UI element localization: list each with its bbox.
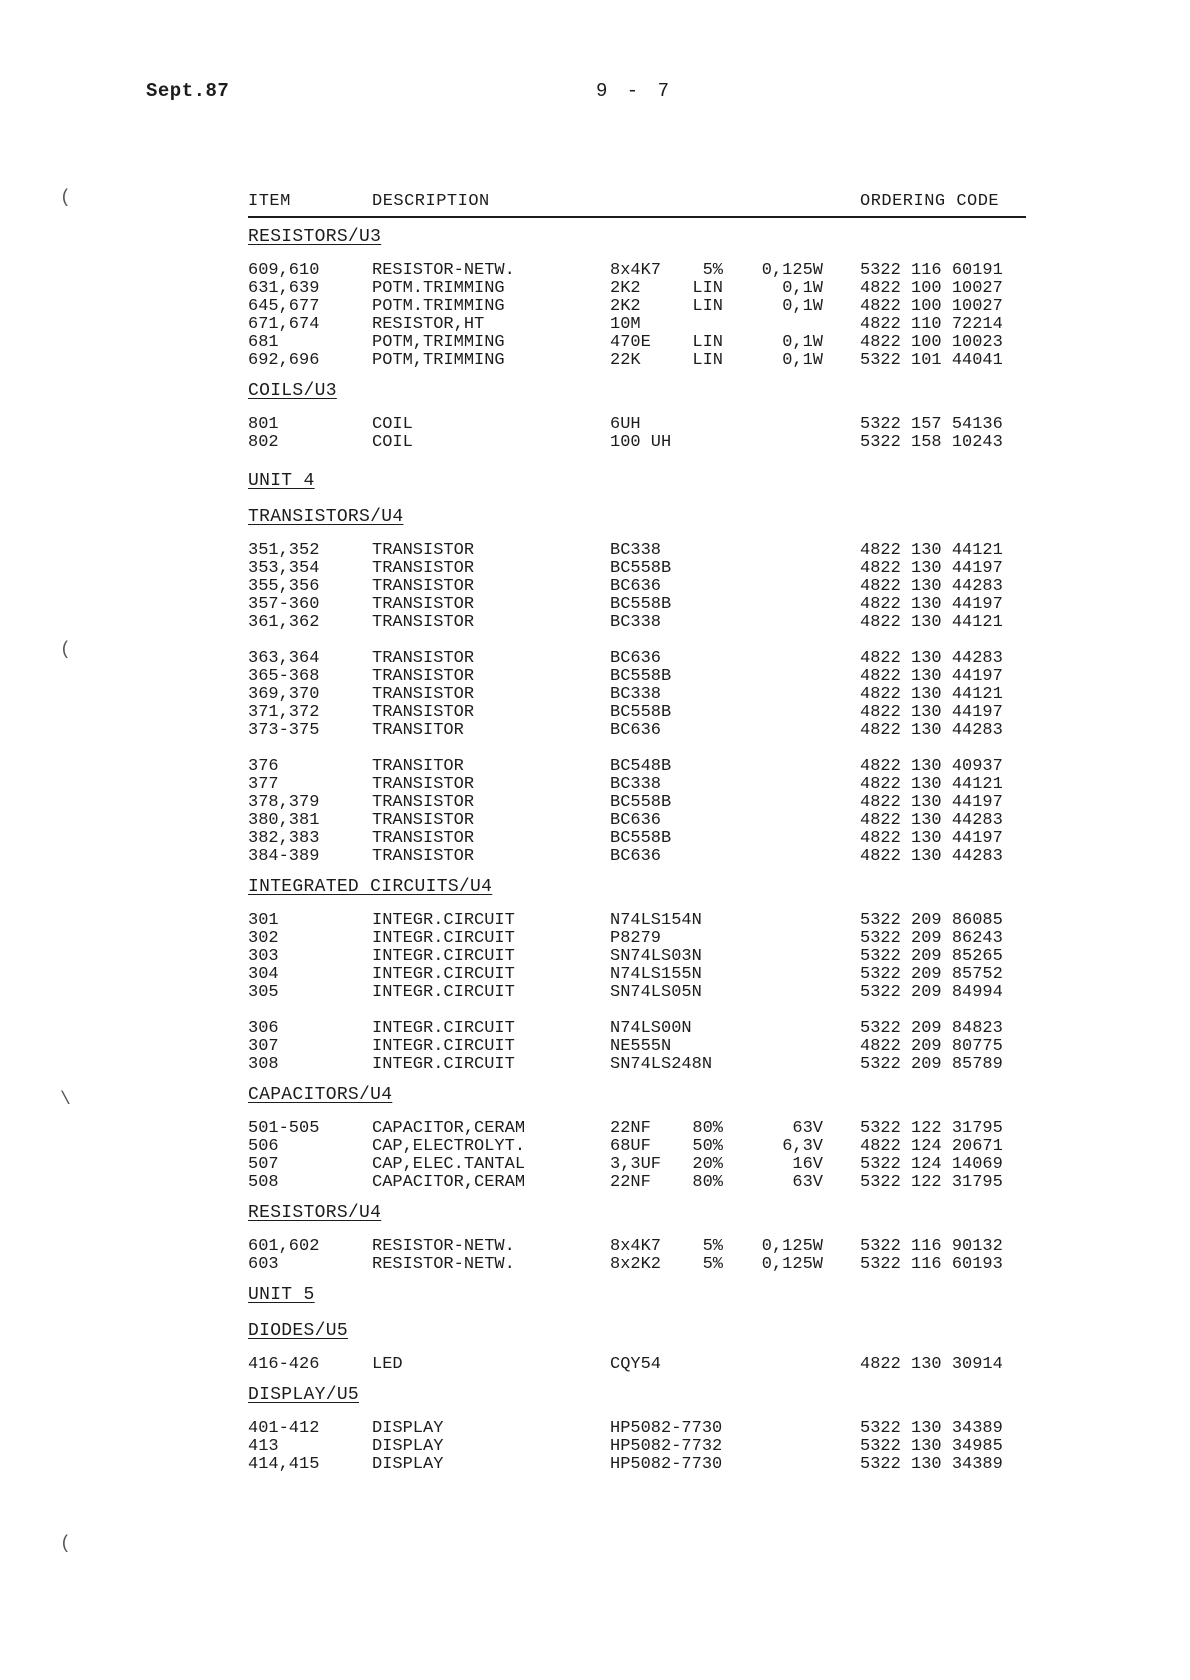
ordering-code: 4822 130 44283 bbox=[860, 649, 1003, 668]
item-number: 365-368 bbox=[248, 667, 320, 686]
item-number: 802 bbox=[248, 433, 279, 452]
value: 470E bbox=[610, 333, 651, 352]
table-row bbox=[248, 334, 1038, 352]
value: 2K2 bbox=[610, 279, 641, 298]
ordering-code: 4822 110 72214 bbox=[860, 315, 1003, 334]
table-row bbox=[248, 1256, 1038, 1274]
table-row bbox=[248, 434, 1038, 452]
margin-mark: \ bbox=[60, 1090, 71, 1110]
value: BC558B bbox=[610, 703, 672, 722]
ordering-code: 4822 130 44121 bbox=[860, 685, 1003, 704]
section-title: COILS/U3 bbox=[248, 381, 337, 401]
item-number: 645,677 bbox=[248, 297, 320, 316]
ordering-code: 4822 130 44283 bbox=[860, 577, 1003, 596]
description: TRANSISTOR bbox=[372, 595, 475, 614]
section-title: DISPLAY/U5 bbox=[248, 1385, 360, 1405]
ordering-code: 4822 100 10027 bbox=[860, 279, 1003, 298]
rating-2: 63V bbox=[792, 1119, 823, 1138]
table-row bbox=[248, 352, 1038, 370]
ordering-code: 5322 116 60193 bbox=[860, 1255, 1003, 1274]
rating-2: 0,125W bbox=[761, 261, 823, 280]
table-row bbox=[248, 560, 1038, 578]
ordering-code: 4822 130 44197 bbox=[860, 793, 1003, 812]
column-header-item: ITEM bbox=[248, 192, 291, 211]
section-title: RESISTORS/U4 bbox=[248, 1203, 382, 1223]
section-title: TRANSISTORS/U4 bbox=[248, 507, 404, 527]
ordering-code: 5322 209 85752 bbox=[860, 965, 1003, 984]
description: POTM.TRIMMING bbox=[372, 279, 505, 298]
item-number: 355,356 bbox=[248, 577, 320, 596]
item-number: 507 bbox=[248, 1155, 279, 1174]
table-row bbox=[248, 1438, 1038, 1456]
ordering-code: 4822 130 44197 bbox=[860, 703, 1003, 722]
row-group bbox=[248, 1356, 1038, 1374]
description: INTEGR.CIRCUIT bbox=[372, 1055, 515, 1074]
item-number: 378,379 bbox=[248, 793, 320, 812]
description: CAPACITOR,CERAM bbox=[372, 1173, 526, 1192]
value: 22NF bbox=[610, 1173, 651, 1192]
description: DISPLAY bbox=[372, 1419, 444, 1438]
ordering-code: 5322 124 14069 bbox=[860, 1155, 1003, 1174]
item-number: 351,352 bbox=[248, 541, 320, 560]
description: INTEGR.CIRCUIT bbox=[372, 947, 515, 966]
table-row bbox=[248, 794, 1038, 812]
table-row bbox=[248, 812, 1038, 830]
value: BC636 bbox=[610, 721, 662, 740]
ordering-code: 4822 130 44121 bbox=[860, 541, 1003, 560]
description: TRANSISTOR bbox=[372, 775, 475, 794]
value: BC636 bbox=[610, 847, 662, 866]
item-number: 501-505 bbox=[248, 1119, 320, 1138]
value: NE555N bbox=[610, 1037, 672, 1056]
table-row bbox=[248, 930, 1038, 948]
rating-1: 5% bbox=[702, 261, 723, 280]
header-date: Sept.87 bbox=[146, 80, 230, 102]
rating-1: 5% bbox=[702, 1237, 723, 1256]
description: TRANSISTOR bbox=[372, 577, 475, 596]
value: BC338 bbox=[610, 541, 662, 560]
description: POTM,TRIMMING bbox=[372, 351, 505, 370]
value: HP5082-7730 bbox=[610, 1419, 723, 1438]
item-number: 506 bbox=[248, 1137, 279, 1156]
ordering-code: 5322 130 34389 bbox=[860, 1455, 1003, 1474]
table-row bbox=[248, 416, 1038, 434]
description: INTEGR.CIRCUIT bbox=[372, 1037, 515, 1056]
value: 3,3UF bbox=[610, 1155, 662, 1174]
ordering-code: 4822 100 10023 bbox=[860, 333, 1003, 352]
description: TRANSISTOR bbox=[372, 541, 475, 560]
row-group bbox=[248, 758, 1038, 866]
table-row bbox=[248, 1356, 1038, 1374]
value: CQY54 bbox=[610, 1355, 662, 1374]
rating-2: 0,125W bbox=[761, 1255, 823, 1274]
table-row bbox=[248, 848, 1038, 866]
table-row bbox=[248, 298, 1038, 316]
rating-1: LIN bbox=[692, 333, 723, 352]
rating-1: 80% bbox=[692, 1173, 723, 1192]
ordering-code: 5322 209 86243 bbox=[860, 929, 1003, 948]
section-title: DIODES/U5 bbox=[248, 1321, 348, 1341]
margin-mark: ( bbox=[60, 640, 71, 660]
item-number: 307 bbox=[248, 1037, 279, 1056]
item-number: 401-412 bbox=[248, 1419, 320, 1438]
value: 100 UH bbox=[610, 433, 672, 452]
description: CAPACITOR,CERAM bbox=[372, 1119, 526, 1138]
table-row bbox=[248, 1238, 1038, 1256]
description: COIL bbox=[372, 415, 413, 434]
parts-list bbox=[248, 226, 1038, 1484]
item-number: 601,602 bbox=[248, 1237, 320, 1256]
table-row bbox=[248, 984, 1038, 1002]
description: INTEGR.CIRCUIT bbox=[372, 1019, 515, 1038]
table-row bbox=[248, 758, 1038, 776]
ordering-code: 4822 130 44283 bbox=[860, 847, 1003, 866]
value: 22K bbox=[610, 351, 641, 370]
value: BC548B bbox=[610, 757, 672, 776]
ordering-code: 5322 122 31795 bbox=[860, 1119, 1003, 1138]
row-group bbox=[248, 416, 1038, 452]
value: BC558B bbox=[610, 793, 672, 812]
description: RESISTOR-NETW. bbox=[372, 1255, 515, 1274]
table-row bbox=[248, 830, 1038, 848]
description: DISPLAY bbox=[372, 1437, 444, 1456]
description: RESISTOR-NETW. bbox=[372, 261, 515, 280]
item-number: 671,674 bbox=[248, 315, 320, 334]
value: HP5082-7730 bbox=[610, 1455, 723, 1474]
item-number: 681 bbox=[248, 333, 279, 352]
rating-1: 50% bbox=[692, 1137, 723, 1156]
section-title: CAPACITORS/U4 bbox=[248, 1085, 393, 1105]
rating-2: 0,1W bbox=[782, 297, 823, 316]
ordering-code: 5322 101 44041 bbox=[860, 351, 1003, 370]
item-number: 508 bbox=[248, 1173, 279, 1192]
column-header-description: DESCRIPTION bbox=[372, 192, 490, 211]
description: TRANSISTOR bbox=[372, 667, 475, 686]
row-group bbox=[248, 542, 1038, 632]
rating-2: 0,1W bbox=[782, 333, 823, 352]
item-number: 304 bbox=[248, 965, 279, 984]
description: TRANSISTOR bbox=[372, 793, 475, 812]
item-number: 306 bbox=[248, 1019, 279, 1038]
ordering-code: 4822 130 44197 bbox=[860, 829, 1003, 848]
description: DISPLAY bbox=[372, 1455, 444, 1474]
item-number: 373-375 bbox=[248, 721, 320, 740]
row-group bbox=[248, 1420, 1038, 1474]
item-number: 416-426 bbox=[248, 1355, 320, 1374]
ordering-code: 4822 209 80775 bbox=[860, 1037, 1003, 1056]
ordering-code: 5322 209 85265 bbox=[860, 947, 1003, 966]
value: BC636 bbox=[610, 577, 662, 596]
ordering-code: 5322 209 84994 bbox=[860, 983, 1003, 1002]
table-row bbox=[248, 1156, 1038, 1174]
item-number: 413 bbox=[248, 1437, 279, 1456]
page-number: 9 - 7 bbox=[596, 80, 674, 102]
item-number: 301 bbox=[248, 911, 279, 930]
description: TRANSISTOR bbox=[372, 811, 475, 830]
table-row bbox=[248, 912, 1038, 930]
page-header bbox=[0, 80, 1190, 110]
table-row bbox=[248, 1020, 1038, 1038]
value: P8279 bbox=[610, 929, 662, 948]
column-header-ordering-code: ORDERING CODE bbox=[860, 192, 1000, 211]
value: SN74LS03N bbox=[610, 947, 702, 966]
description: INTEGR.CIRCUIT bbox=[372, 983, 515, 1002]
rating-1: LIN bbox=[692, 279, 723, 298]
table-row bbox=[248, 1038, 1038, 1056]
description: TRANSISTOR bbox=[372, 847, 475, 866]
value: N74LS00N bbox=[610, 1019, 692, 1038]
item-number: 382,383 bbox=[248, 829, 320, 848]
table-row bbox=[248, 614, 1038, 632]
table-row bbox=[248, 1174, 1038, 1192]
item-number: 353,354 bbox=[248, 559, 320, 578]
item-number: 692,696 bbox=[248, 351, 320, 370]
table-row bbox=[248, 1420, 1038, 1438]
description: TRANSISTOR bbox=[372, 703, 475, 722]
ordering-code: 5322 116 90132 bbox=[860, 1237, 1003, 1256]
item-number: 631,639 bbox=[248, 279, 320, 298]
description: RESISTOR-NETW. bbox=[372, 1237, 515, 1256]
table-row bbox=[248, 262, 1038, 280]
ordering-code: 4822 130 44121 bbox=[860, 775, 1003, 794]
item-number: 303 bbox=[248, 947, 279, 966]
rating-2: 0,1W bbox=[782, 351, 823, 370]
item-number: 376 bbox=[248, 757, 279, 776]
item-number: 361,362 bbox=[248, 613, 320, 632]
ordering-code: 5322 209 84823 bbox=[860, 1019, 1003, 1038]
ordering-code: 5322 158 10243 bbox=[860, 433, 1003, 452]
value: BC558B bbox=[610, 559, 672, 578]
item-number: 369,370 bbox=[248, 685, 320, 704]
ordering-code: 4822 130 44197 bbox=[860, 559, 1003, 578]
rating-2: 63V bbox=[792, 1173, 823, 1192]
table-row bbox=[248, 948, 1038, 966]
item-number: 305 bbox=[248, 983, 279, 1002]
value: BC338 bbox=[610, 775, 662, 794]
item-number: 363,364 bbox=[248, 649, 320, 668]
row-group bbox=[248, 650, 1038, 740]
table-row bbox=[248, 1056, 1038, 1074]
ordering-code: 4822 130 44197 bbox=[860, 595, 1003, 614]
value: 2K2 bbox=[610, 297, 641, 316]
description: CAP,ELEC.TANTAL bbox=[372, 1155, 526, 1174]
ordering-code: 4822 100 10027 bbox=[860, 297, 1003, 316]
table-row bbox=[248, 596, 1038, 614]
item-number: 302 bbox=[248, 929, 279, 948]
description: CAP,ELECTROLYT. bbox=[372, 1137, 526, 1156]
table-row bbox=[248, 704, 1038, 722]
row-group bbox=[248, 912, 1038, 1002]
value: 8x4K7 bbox=[610, 261, 662, 280]
value: N74LS155N bbox=[610, 965, 702, 984]
item-number: 357-360 bbox=[248, 595, 320, 614]
ordering-code: 4822 130 40937 bbox=[860, 757, 1003, 776]
item-number: 384-389 bbox=[248, 847, 320, 866]
description: POTM,TRIMMING bbox=[372, 333, 505, 352]
section-title: UNIT 5 bbox=[248, 1285, 315, 1305]
ordering-code: 5322 157 54136 bbox=[860, 415, 1003, 434]
description: INTEGR.CIRCUIT bbox=[372, 965, 515, 984]
value: 8x2K2 bbox=[610, 1255, 662, 1274]
margin-mark: ( bbox=[60, 1534, 71, 1554]
value: 22NF bbox=[610, 1119, 651, 1138]
description: TRANSITOR bbox=[372, 757, 464, 776]
description: RESISTOR,HT bbox=[372, 315, 485, 334]
rating-1: 20% bbox=[692, 1155, 723, 1174]
ordering-code: 4822 130 44121 bbox=[860, 613, 1003, 632]
rating-2: 0,125W bbox=[761, 1237, 823, 1256]
table-row bbox=[248, 1120, 1038, 1138]
ordering-code: 5322 122 31795 bbox=[860, 1173, 1003, 1192]
description: TRANSITOR bbox=[372, 721, 464, 740]
item-number: 308 bbox=[248, 1055, 279, 1074]
ordering-code: 4822 130 30914 bbox=[860, 1355, 1003, 1374]
rating-1: LIN bbox=[692, 297, 723, 316]
section-title: RESISTORS/U3 bbox=[248, 227, 382, 247]
table-row bbox=[248, 686, 1038, 704]
section-title: INTEGRATED CIRCUITS/U4 bbox=[248, 877, 493, 897]
ordering-code: 5322 116 60191 bbox=[860, 261, 1003, 280]
value: 10M bbox=[610, 315, 641, 334]
value: 8x4K7 bbox=[610, 1237, 662, 1256]
ordering-code: 4822 124 20671 bbox=[860, 1137, 1003, 1156]
table-row bbox=[248, 578, 1038, 596]
table-row bbox=[248, 280, 1038, 298]
value: 68UF bbox=[610, 1137, 651, 1156]
item-number: 380,381 bbox=[248, 811, 320, 830]
table-row bbox=[248, 650, 1038, 668]
description: TRANSISTOR bbox=[372, 613, 475, 632]
rating-1: 80% bbox=[692, 1119, 723, 1138]
ordering-code: 5322 130 34389 bbox=[860, 1419, 1003, 1438]
value: SN74LS248N bbox=[610, 1055, 713, 1074]
value: BC558B bbox=[610, 595, 672, 614]
description: POTM.TRIMMING bbox=[372, 297, 505, 316]
rating-2: 6,3V bbox=[782, 1137, 823, 1156]
section-title: UNIT 4 bbox=[248, 471, 315, 491]
rating-1: 5% bbox=[702, 1255, 723, 1274]
value: BC636 bbox=[610, 649, 662, 668]
table-row bbox=[248, 542, 1038, 560]
item-number: 371,372 bbox=[248, 703, 320, 722]
description: INTEGR.CIRCUIT bbox=[372, 911, 515, 930]
value: BC558B bbox=[610, 667, 672, 686]
row-group bbox=[248, 1020, 1038, 1074]
rating-2: 0,1W bbox=[782, 279, 823, 298]
value: SN74LS05N bbox=[610, 983, 702, 1002]
value: HP5082-7732 bbox=[610, 1437, 723, 1456]
value: BC338 bbox=[610, 613, 662, 632]
item-number: 609,610 bbox=[248, 261, 320, 280]
description: COIL bbox=[372, 433, 413, 452]
ordering-code: 4822 130 44197 bbox=[860, 667, 1003, 686]
table-row bbox=[248, 316, 1038, 334]
value: N74LS154N bbox=[610, 911, 702, 930]
table-row bbox=[248, 966, 1038, 984]
table-row bbox=[248, 1138, 1038, 1156]
margin-mark: ( bbox=[60, 188, 71, 208]
column-headers bbox=[248, 192, 1026, 218]
item-number: 377 bbox=[248, 775, 279, 794]
value: BC636 bbox=[610, 811, 662, 830]
ordering-code: 5322 130 34985 bbox=[860, 1437, 1003, 1456]
table-row bbox=[248, 1456, 1038, 1474]
ordering-code: 5322 209 86085 bbox=[860, 911, 1003, 930]
description: TRANSISTOR bbox=[372, 559, 475, 578]
value: 6UH bbox=[610, 415, 641, 434]
description: INTEGR.CIRCUIT bbox=[372, 929, 515, 948]
row-group bbox=[248, 1238, 1038, 1274]
rating-1: LIN bbox=[692, 351, 723, 370]
value: BC338 bbox=[610, 685, 662, 704]
item-number: 801 bbox=[248, 415, 279, 434]
ordering-code: 5322 209 85789 bbox=[860, 1055, 1003, 1074]
table-row bbox=[248, 722, 1038, 740]
value: BC558B bbox=[610, 829, 672, 848]
description: TRANSISTOR bbox=[372, 649, 475, 668]
table-row bbox=[248, 776, 1038, 794]
rating-2: 16V bbox=[792, 1155, 823, 1174]
row-group bbox=[248, 1120, 1038, 1192]
ordering-code: 4822 130 44283 bbox=[860, 721, 1003, 740]
ordering-code: 4822 130 44283 bbox=[860, 811, 1003, 830]
description: LED bbox=[372, 1355, 403, 1374]
description: TRANSISTOR bbox=[372, 685, 475, 704]
row-group bbox=[248, 262, 1038, 370]
item-number: 603 bbox=[248, 1255, 279, 1274]
table-row bbox=[248, 668, 1038, 686]
description: TRANSISTOR bbox=[372, 829, 475, 848]
item-number: 414,415 bbox=[248, 1455, 320, 1474]
